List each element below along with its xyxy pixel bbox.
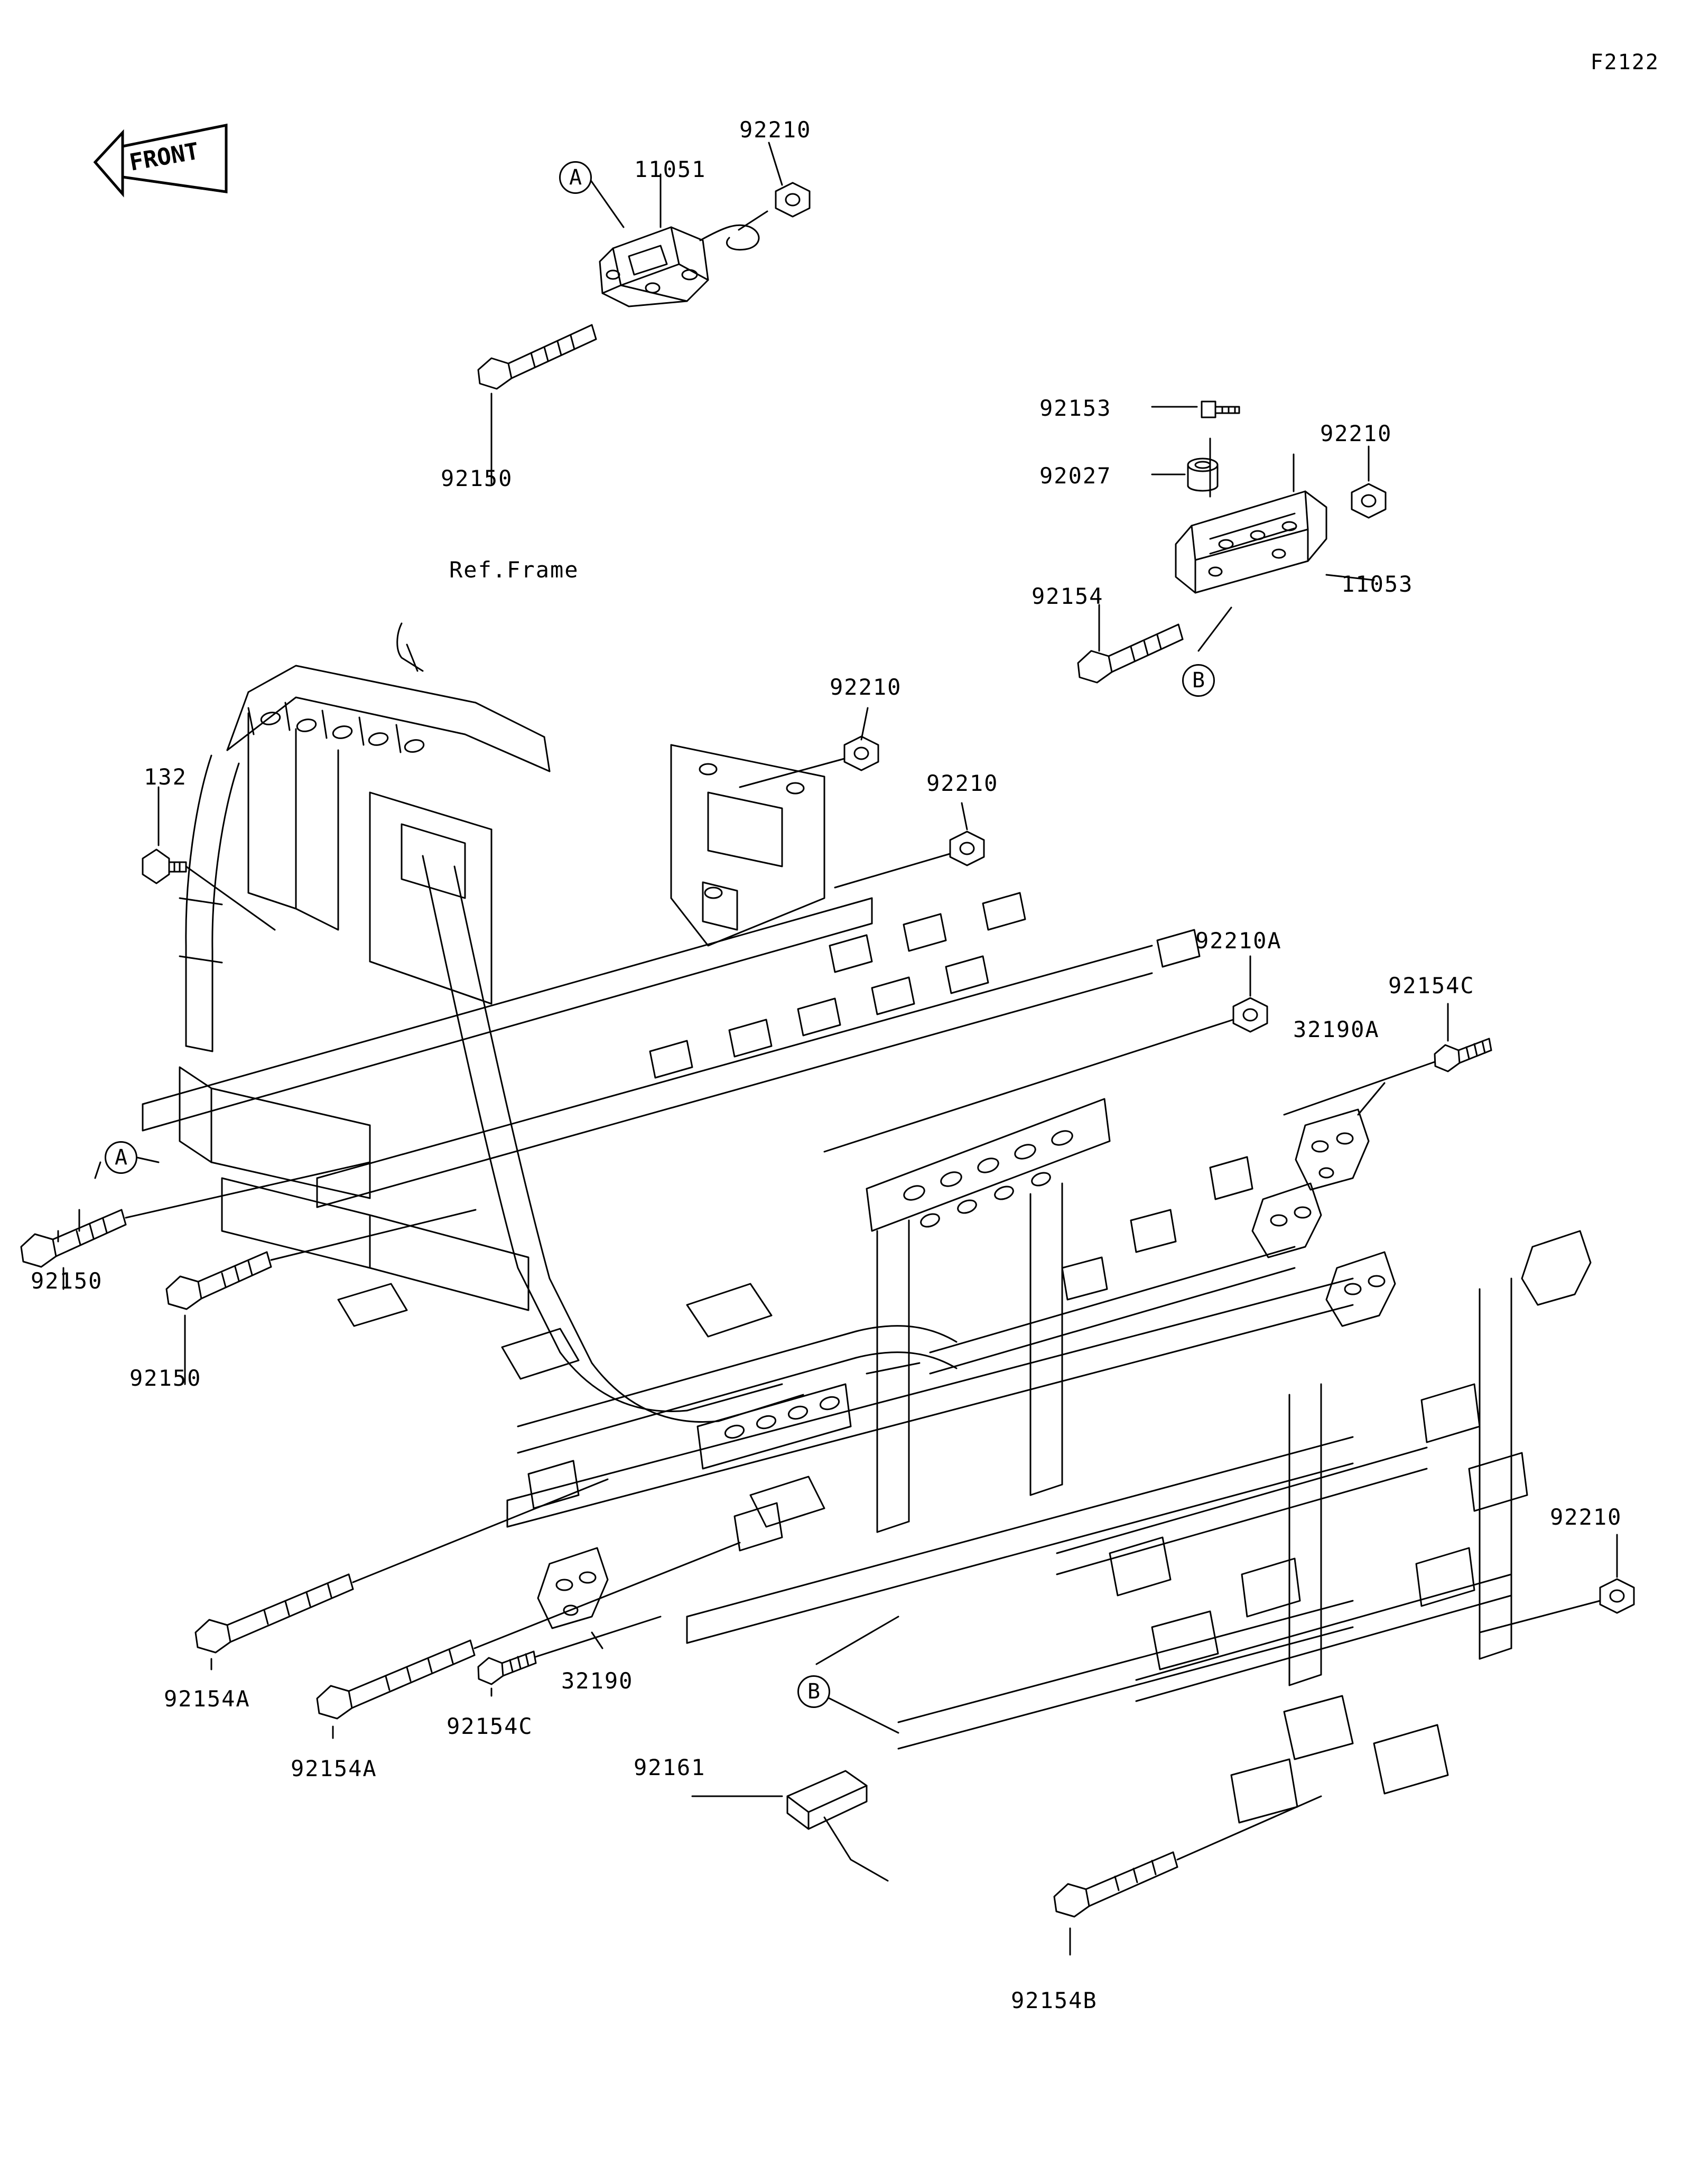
label-32190: 32190 [561, 1668, 634, 1694]
label-11051: 11051 [634, 156, 707, 182]
label-92150-left-b: 92150 [129, 1365, 202, 1391]
label-32190A: 32190A [1293, 1016, 1380, 1042]
label-92210-right: 92210 [1320, 421, 1392, 446]
label-92210-bottom-right: 92210 [1550, 1504, 1622, 1530]
label-92154C-right: 92154C [1388, 973, 1475, 998]
callout-circle-b-right: B [1182, 664, 1215, 697]
label-92210-mid-a: 92210 [830, 674, 902, 700]
label-92161: 92161 [634, 1754, 706, 1780]
label-11053: 11053 [1341, 571, 1414, 597]
callout-circle-b-bottom: B [797, 1675, 830, 1708]
label-92210A: 92210A [1195, 928, 1282, 954]
label-92154B: 92154B [1011, 1987, 1098, 2013]
label-92210-top: 92210 [739, 117, 812, 143]
label-92153: 92153 [1039, 395, 1112, 421]
front-arrow-icon [90, 114, 233, 219]
label-92154: 92154 [1032, 583, 1104, 609]
label-92150-top: 92150 [441, 465, 513, 491]
label-92154C-bottom: 92154C [447, 1713, 533, 1739]
label-132: 132 [144, 764, 187, 790]
callout-circle-a-top: A [559, 161, 592, 194]
label-92154A-a: 92154A [164, 1686, 250, 1712]
label-92027: 92027 [1039, 463, 1112, 489]
label-ref-frame: Ref.Frame [449, 557, 579, 583]
sheet-code: F2122 [1590, 50, 1659, 74]
label-92210-mid-b: 92210 [926, 770, 999, 796]
svg-text:FRONT: FRONT [127, 137, 201, 176]
callout-circle-a-left: A [105, 1141, 137, 1174]
label-92154A-b: 92154A [291, 1756, 377, 1781]
label-92150-left-a: 92150 [31, 1268, 103, 1294]
